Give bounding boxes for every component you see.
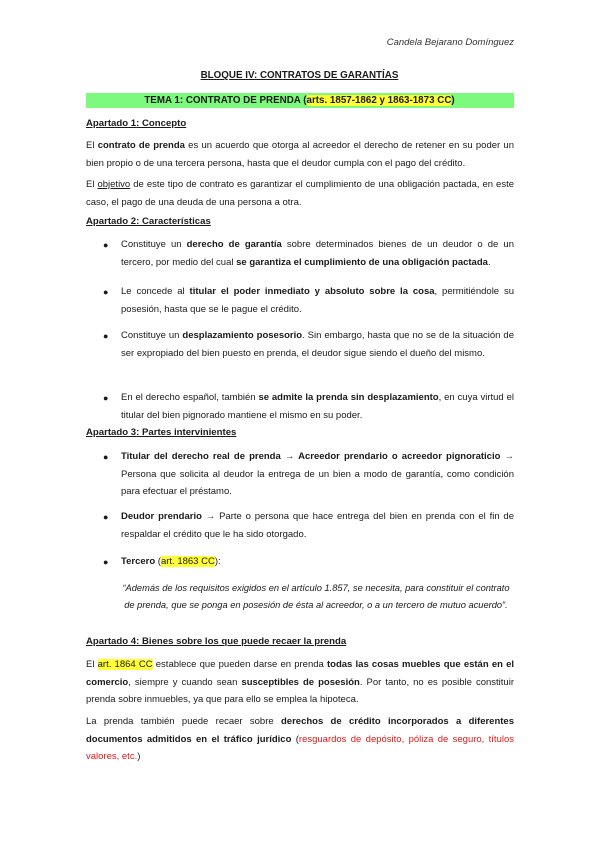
list-item: Constituye un derecho de garantía sobre determinados bienes de un deudor o de un tercero, por medio del cual se garantiza el cumplimiento de una obligación pactada. [121,239,514,268]
term-objetivo: objetivo [97,179,131,190]
bullet-icon: ● [103,240,109,250]
bullet-icon: ● [103,287,109,297]
list-item: Constituye un desplazamiento posesorio. Sin embargo, hasta que no se de la situación de ser expropiado del bien puesto en prenda, el deudor sigue siendo el dueño del mismo. [121,330,514,359]
list-item: Titular del derecho real de prenda → Acreedor prendario o acreedor pignoraticio → Persona que solicita al deudor la entrega de un bien a modo de garantía, como condición para efectuar el préstamo. [121,451,514,497]
tema-article-ref: arts. 1857-1862 y 1863-1873 CC [306,95,452,106]
bullet-icon: ● [103,393,109,403]
list-item: En el derecho español, también se admite la prenda sin desplazamiento, en cuya virtud el titular del bien pignorado mantiene el mismo en su poder. [121,392,514,421]
section-3-heading: Apartado 3: Partes intervinientes [86,427,237,438]
tema-suffix: ) [451,95,455,106]
bullet-icon: ● [103,512,109,522]
concept-paragraph-1: El contrato de prenda es un acuerdo que otorga al acreedor el derecho de retener en su poder un bien propio o de una tercera persona, hasta que el deudor cumpla con el pago del crédito. [86,140,514,169]
section-4-heading: Apartado 4: Bienes sobre los que puede recaer la prenda [86,636,347,647]
examples-red-text: resguardos de depósito, póliza de seguro, títulos valores, etc. [86,733,515,762]
concept-paragraph-2: El objetivo de este tipo de contrato es garantizar el cumplimiento de una obligación pactada, en este caso, el pago de una deuda de una persona a otra. [86,179,514,208]
tema-prefix: TEMA 1: CONTRATO DE PRENDA ( [144,95,307,106]
section-1-number: Apartado 1 [86,118,137,129]
section-2-heading: Apartado 2: Características [86,216,211,227]
list-item: Tercero (art. 1863 CC): [121,556,221,567]
article-ref-1863: art. 1863 CC [160,556,215,567]
author-header: Candela Bejarano Domínguez [386,37,514,48]
legal-quote: “Además de los requisitos exigidos en el artículo 1.857, se necesita, para constituir el contrato de prenda, que se ponga en posesión de ésta al acreedor, o a un tercero de mutuo acuerdo”. [122,583,510,610]
bullet-icon: ● [103,331,109,341]
term-contrato-prenda: contrato de prenda [97,140,185,151]
bullet-icon: ● [103,452,109,462]
goods-paragraph-1: El art. 1864 CC establece que pueden darse en prenda todas las cosas muebles que están en el comercio, siempre y cuando sean susceptibles de posesión. Por tanto, no es posible constituir prenda sobre inmuebles, ya que para ello se emplea la hipoteca. [86,659,515,705]
block-title: BLOQUE IV: CONTRATOS DE GARANTÍAS [200,70,399,81]
section-1-title: : Concepto [136,118,187,129]
section-1-heading [86,118,186,129]
list-item: Deudor prendario → Parte o persona que hace entrega del bien en prenda con el fin de respaldar el crédito que le ha sido otorgado. [121,511,515,540]
list-item: Le concede al titular el poder inmediato y absoluto sobre la cosa, permitiéndole su posesión, hasta que se le pague el crédito. [121,286,515,315]
tema-title [0,95,599,106]
bullet-icon: ● [103,557,109,567]
article-ref-1864: art. 1864 CC [97,659,153,670]
goods-paragraph-2: La prenda también puede recaer sobre derechos de crédito incorporados a diferentes documentos admitidos en el tráfico jurídico (resguardos de depósito, póliza de seguro, títulos valores, etc.) [86,716,515,762]
